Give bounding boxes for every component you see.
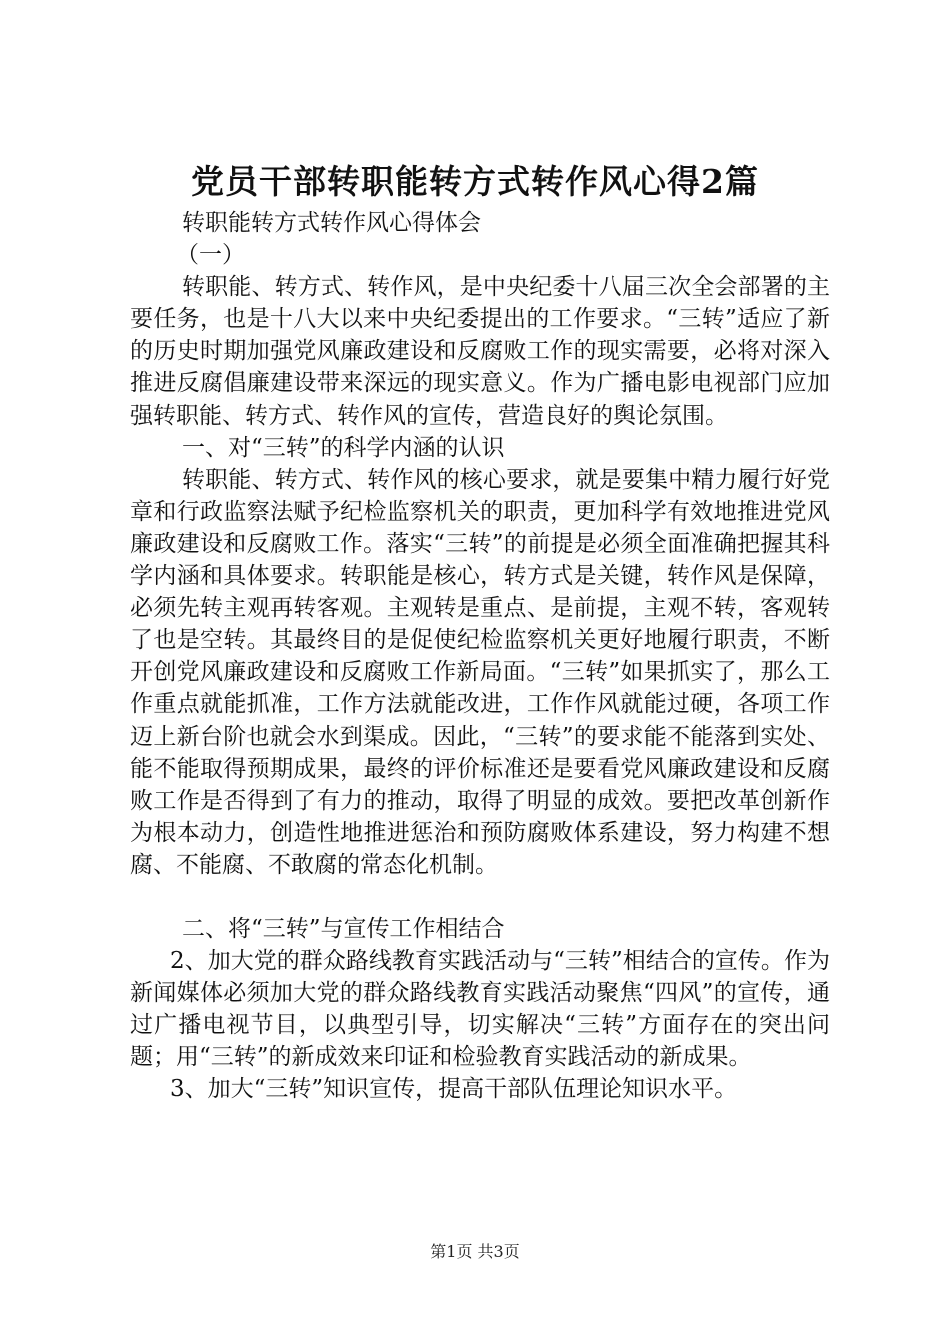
paragraph-spacer: [130, 881, 830, 913]
document-title: 党员干部转职能转方式转作风心得2篇: [191, 162, 759, 201]
paragraph-item-two: 2、加大党的群众路线教育实践活动与“三转”相结合的宣传。作为新闻媒体必须加大党的群众路线教育实践活动聚焦“四风”的宣传，通过广播电视节目，以典型引导，切实解决“三转”方面存在的突出问题；用“三转”的新成效来印证和检验教育实践活动的新成果。: [130, 948, 830, 1071]
paragraph-section-one: 转职能、转方式、转作风的核心要求，就是要集中精力履行好党章和行政监察法赋予纪检监察机关的职责，更加科学有效地推进党风廉政建设和反腐败工作。落实“三转”的前提是必须全面准确把握其科学内涵和具体要求。转职能是核心，转方式是关键，转作风是保障，必须先转主观再转客观。主观转是重点、是前提，主观不转，客观转了也是空转。其最终目的是促使纪检监察机关更好地履行职责，不断开创党风廉政建设和反腐败工作新局面。“三转”如果抓实了，那么工作重点就能抓准，工作方法就能改进，工作作风就能过硬，各项工作迈上新台阶也就会水到渠成。因此，“三转”的要求能不能落到实处、能不能取得预期成果，最终的评价标准还是要看党风廉政建设和反腐败工作是否得到了有力的推动，取得了明显的成效。要把改革创新作为根本动力，创造性地推进惩治和预防腐败体系建设，努力构建不想腐、不能腐、不敢腐的常态化机制。: [130, 466, 830, 878]
paragraph-item-three: 3、加大“三转”知识宣传，提高干部队伍理论知识水平。: [170, 1076, 738, 1103]
heading-section-two: 二、将“三转”与宣传工作相结合: [182, 915, 505, 942]
paragraph-intro: 转职能、转方式、转作风，是中央纪委十八届三次全会部署的主要任务，也是十八大以来中央纪委提出的工作要求。“三转”适应了新的历史时期加强党风廉政建设和反腐败工作的现实需要，必将对深入推进反腐倡廉建设带来深远的现实意义。作为广播电影电视部门应加强转职能、转方式、转作风的宣传，营造良好的舆论氛围。: [130, 274, 830, 429]
page-number-footer: 第1页 共3页: [430, 1242, 520, 1261]
heading-section-one: 一、对“三转”的科学内涵的认识: [182, 434, 505, 461]
subtitle: 转职能转方式转作风心得体会: [182, 210, 481, 236]
section-marker: （一）: [176, 242, 245, 269]
document-body: [130, 207, 830, 1106]
